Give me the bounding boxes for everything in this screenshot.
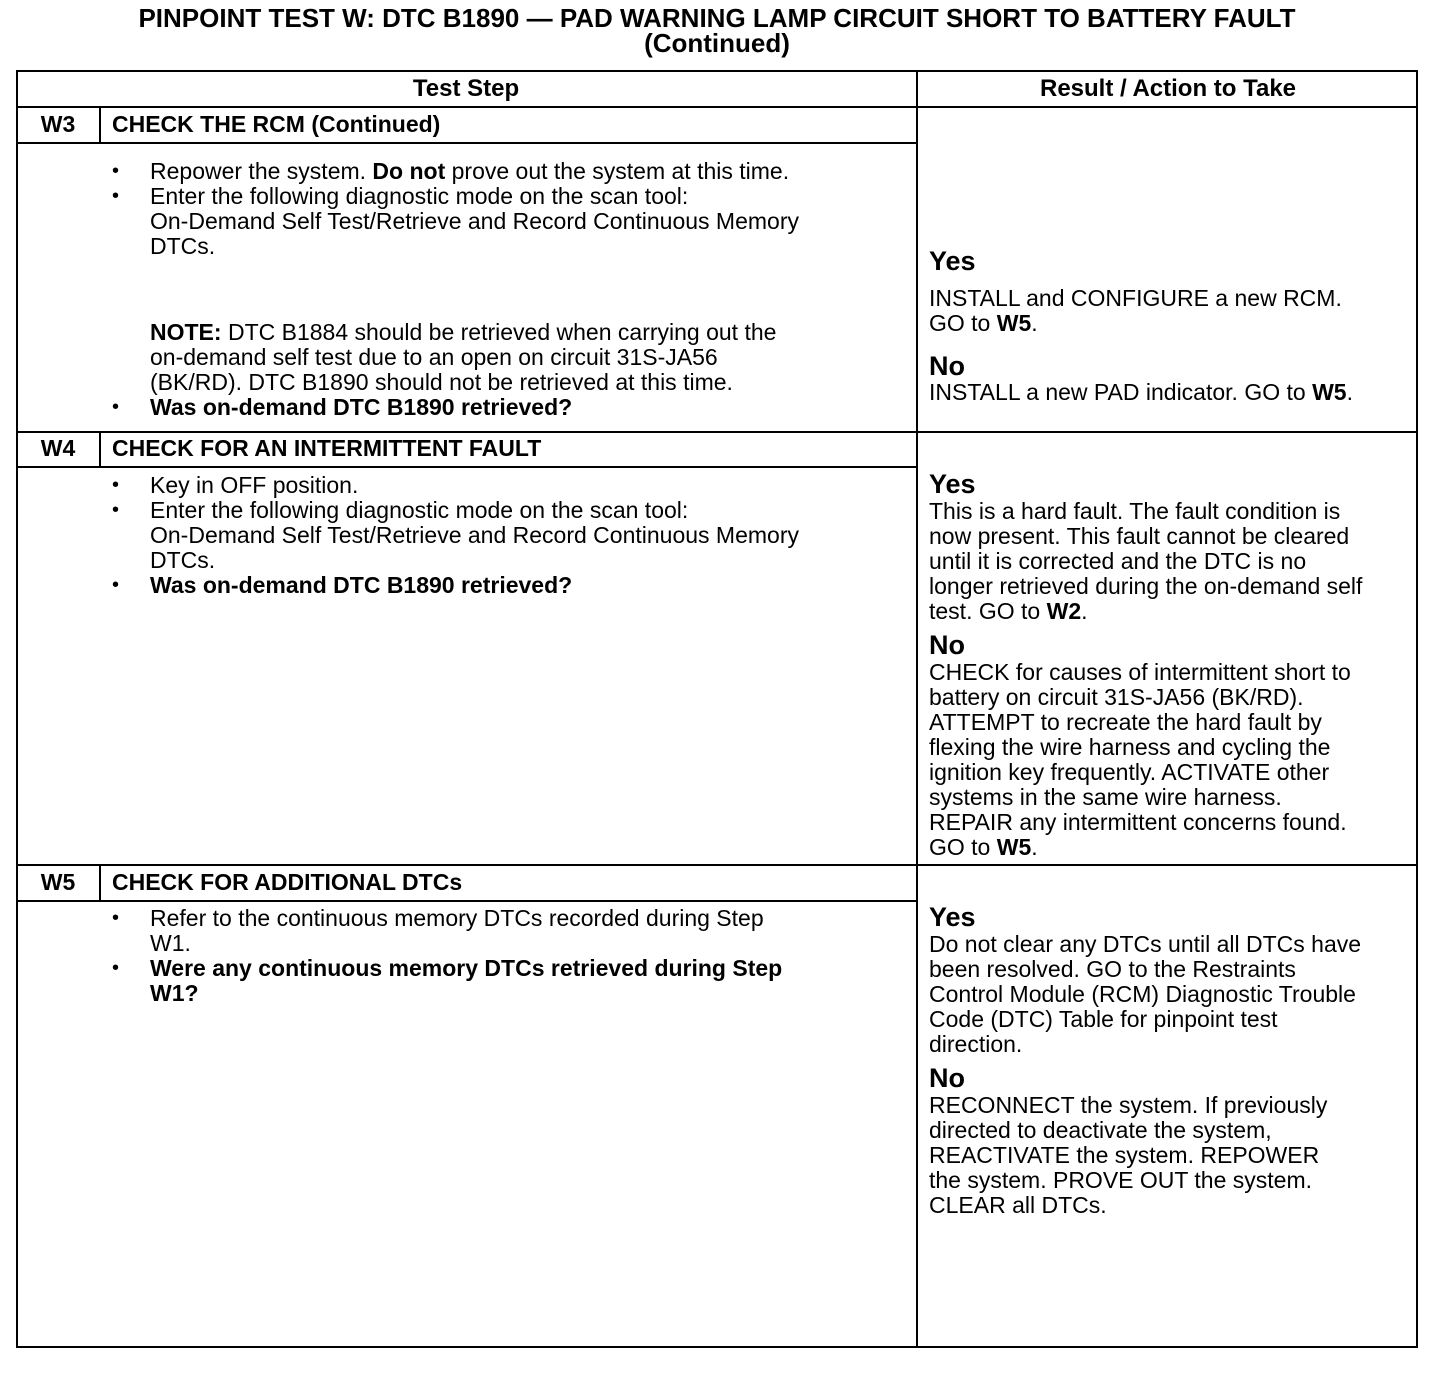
- w4-result: Yes This is a hard fault. The fault condition is now present. This fault cannot be cleared until it is corrected and the DTC is no longer retrieved during the on-demand self test. GO to W2. No CHECK for causes of intermittent short to battery on circuit 31S-JA56 (BK/RD). ATTEMPT to recreate the hard fault by flexing the wire harness and cycling the ignition key frequently. ACTIVATE other systems in the same wire harness. REPAIR any intermittent concerns found. GO to W5.: [929, 469, 1414, 860]
- w3-question: Was on-demand DTC B1890 retrieved?: [150, 394, 573, 420]
- w3-w4-divider: [16, 431, 1418, 433]
- w3-note: NOTE: DTC B1884 should be retrieved when carrying out the on-demand self test due to an open on circuit 31S-JA56 (BK/RD). DTC B1890 should not be retrieved at this time. • Was on-demand DTC B1890 retrieved?: [112, 320, 902, 420]
- list-item: [112, 956, 902, 1006]
- step-title-w3: CHECK THE RCM (Continued): [112, 111, 441, 137]
- w4-instructions: [112, 473, 902, 598]
- w3-title-divider: [16, 142, 918, 144]
- list-item: [112, 573, 902, 598]
- list-item: • Repower the system. Do not prove out the system at this time.: [112, 159, 902, 184]
- w3-instructions: [112, 159, 902, 259]
- list-item: [112, 395, 902, 420]
- step-title-w4: CHECK FOR AN INTERMITTENT FAULT: [112, 435, 542, 461]
- w4-title-divider: [16, 466, 918, 468]
- w5-result: Yes Do not clear any DTCs until all DTCs have been resolved. GO to the Restraints Control Module (RCM) Diagnostic Trouble Code (DTC) Table for pinpoint test direction. No RECONNECT the system. If previously directed to deactivate the system, REACTIVATE the system. REPOWER the system. PROVE OUT the system. CLEAR all DTCs.: [929, 902, 1414, 1218]
- list-item: • Enter the following diagnostic mode on the scan tool: On-Demand Self Test/Retrieve and Record Continuous Memory DTCs.: [112, 498, 902, 573]
- list-item: • Key in OFF position.: [112, 473, 902, 498]
- w5-question: • Were any continuous memory DTCs retrieved during Step W1?: [150, 955, 783, 1006]
- w4-w5-divider: [16, 864, 1418, 866]
- w5-instructions: [112, 906, 902, 1006]
- list-item: • Refer to the continuous memory DTCs recorded during Step W1.: [112, 906, 902, 956]
- header-result: Result / Action to Take: [1039, 75, 1297, 102]
- step-id-w3: W3: [40, 111, 76, 137]
- result-no-label: No: [929, 351, 965, 381]
- list-item: • Enter the following diagnostic mode on the scan tool: On-Demand Self Test/Retrieve and Record Continuous Memory DTCs.: [112, 184, 902, 259]
- page-title-line2: (Continued): [644, 28, 790, 58]
- result-no-label: No: [929, 630, 965, 660]
- result-yes-label: Yes: [929, 469, 976, 499]
- header-divider: [16, 106, 1418, 108]
- page-title: [16, 3, 1418, 58]
- step-id-w5: W5: [40, 869, 76, 895]
- result-yes-label: Yes: [929, 902, 976, 932]
- step-id-w4: W4: [40, 435, 76, 461]
- w3-result: Yes INSTALL and CONFIGURE a new RCM. GO to W5. No INSTALL a new PAD indicator. GO to W5.: [929, 246, 1414, 405]
- step-title-w5: CHECK FOR ADDITIONAL DTCs: [112, 869, 463, 895]
- w5-title-divider: [16, 900, 918, 902]
- column-divider: [916, 70, 918, 1348]
- header-test-step: Test Step: [412, 75, 520, 102]
- result-no-label: No: [929, 1063, 965, 1093]
- page-title-line1: PINPOINT TEST W: DTC B1890 — PAD WARNING LAMP CIRCUIT SHORT TO BATTERY FAULT: [138, 3, 1296, 33]
- note-label: NOTE:: [150, 319, 222, 345]
- result-yes-label: Yes: [929, 246, 976, 276]
- w4-question: Was on-demand DTC B1890 retrieved?: [150, 572, 573, 598]
